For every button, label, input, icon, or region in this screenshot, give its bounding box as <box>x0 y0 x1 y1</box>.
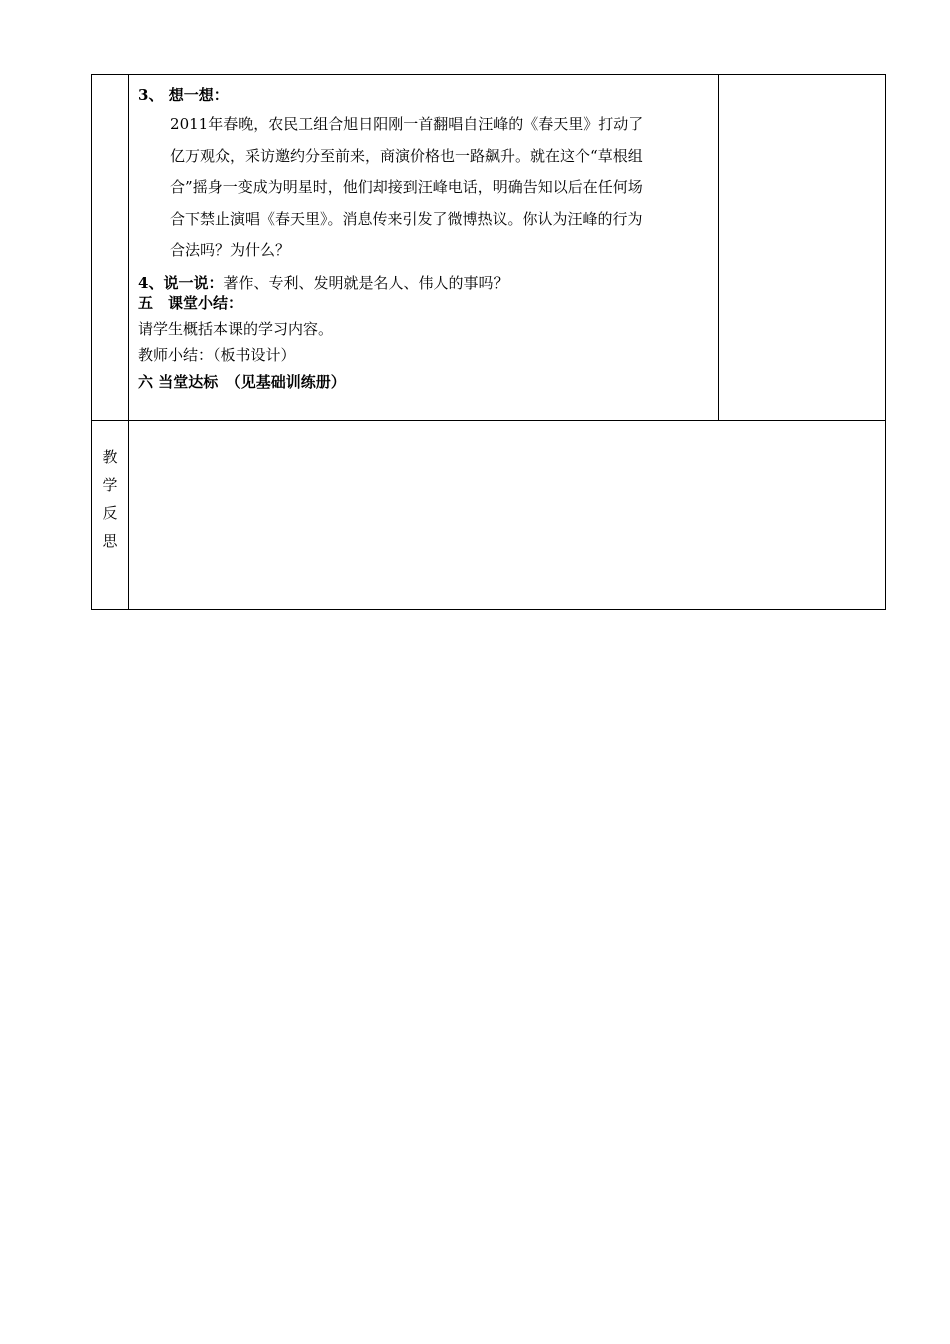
paragraph-line: 合下禁止演唱《春天里》。消息传来引发了微博热议。你认为汪峰的行为 <box>170 209 643 228</box>
section4-text: 著作、专利、发明就是名人、伟人的事吗？ <box>223 273 509 292</box>
paragraph-line: 2011年春晚，农民工组合旭日阳刚一首翻唱自汪峰的《春天里》打动了 <box>170 115 644 133</box>
right-empty-cell <box>718 75 885 421</box>
section3-paragraph <box>138 109 710 267</box>
paragraph-line: 合”摇身一变成为明星时，他们却接到汪峰电话，明确告知以后在任何场 <box>170 178 643 196</box>
section5-line2: 教师小结：（板书设计） <box>138 345 296 364</box>
reflection-char: 教 <box>102 448 118 466</box>
reflection-char: 思 <box>102 532 118 550</box>
reflection-label <box>92 421 129 610</box>
reflection-char: 反 <box>102 504 118 522</box>
reflection-content-cell <box>129 421 886 610</box>
left-empty-cell <box>92 75 129 421</box>
reflection-row <box>92 421 886 610</box>
paragraph-line: 亿万观众，采访邀约分至前来，商演价格也一路飙升。就在这个“草根组 <box>170 146 643 165</box>
lesson-plan-table <box>91 74 886 610</box>
section4-label: 4、说一说： <box>138 273 224 292</box>
paragraph-line: 合法吗？为什么？ <box>170 241 291 259</box>
content-row <box>92 75 886 421</box>
section4-line <box>138 273 710 293</box>
section5-line1: 请学生概括本课的学习内容。 <box>138 319 334 338</box>
section6-title: 六 当堂达标 （见基础训练册） <box>138 372 346 391</box>
reflection-char: 学 <box>102 476 118 494</box>
main-content-cell <box>129 75 719 421</box>
section5-title: 五 课堂小结： <box>138 293 244 312</box>
section3-title: 3、 想一想： <box>138 86 229 104</box>
